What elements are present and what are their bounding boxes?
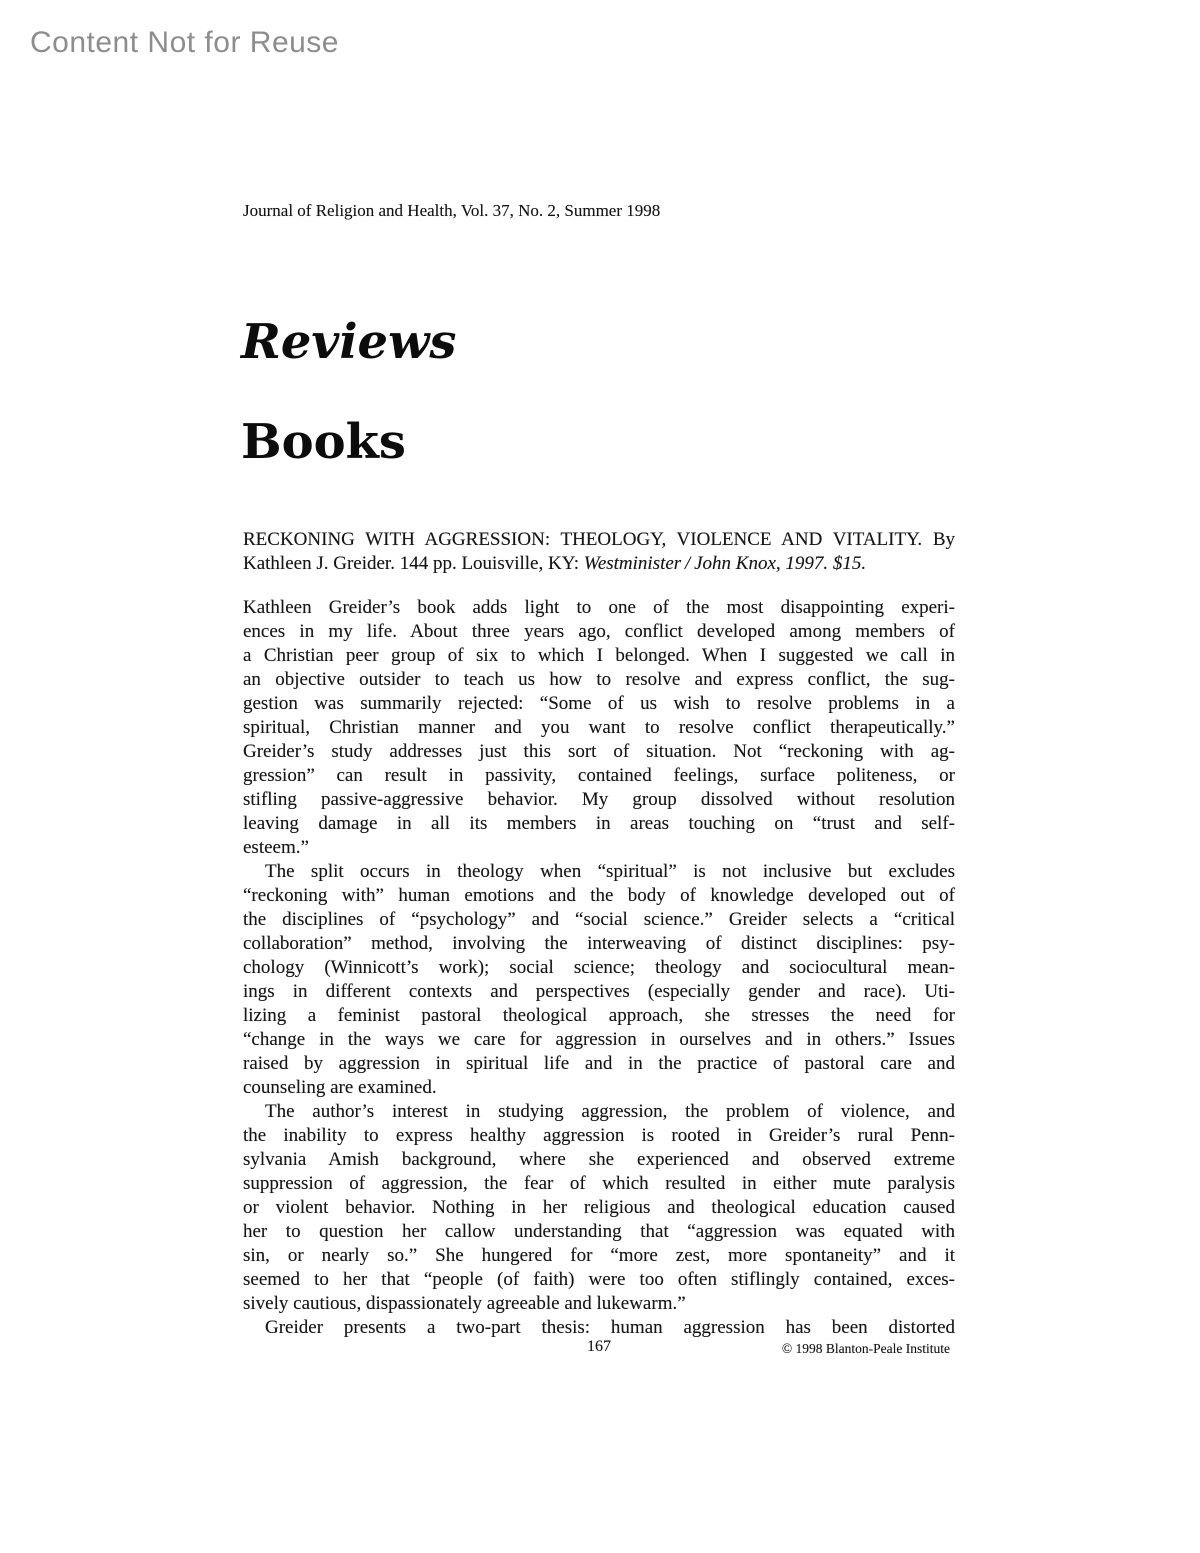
citation-plain-text: Kathleen J. Greider. 144 pp. Louisville, KY:	[243, 553, 584, 574]
text-line: her to question her callow understanding that “aggression was equated with	[243, 1221, 955, 1242]
text-line: “reckoning with” human emotions and the body of knowledge developed out of	[243, 885, 955, 906]
book-citation	[243, 528, 955, 576]
text-line: “change in the ways we care for aggression in ourselves and in others.” Issues	[243, 1029, 955, 1050]
text-line: ings in different contexts and perspectives (especially gender and race). Uti-	[243, 981, 955, 1002]
text-line: or violent behavior. Nothing in her religious and theological education caused	[243, 1197, 955, 1218]
text-line: Greider presents a two-part thesis: human aggression has been distorted	[265, 1317, 955, 1338]
text-line: sively cautious, dispassionately agreeable and lukewarm.”	[243, 1293, 686, 1314]
text-line: seemed to her that “people (of faith) were too often stiflingly contained, exces-	[243, 1269, 955, 1290]
text-line: Kathleen Greider’s book adds light to one of the most disappointing experi-	[243, 597, 955, 618]
text-line: gression” can result in passivity, contained feelings, surface politeness, or	[243, 765, 955, 786]
citation-line: RECKONING WITH AGGRESSION: THEOLOGY, VIOLENCE AND VITALITY. By	[243, 529, 955, 550]
text-line: a Christian peer group of six to which I belonged. When I suggested we call in	[243, 645, 955, 666]
text-line: lizing a feminist pastoral theological approach, she stresses the need for	[243, 1005, 955, 1026]
text-line: stifling passive-aggressive behavior. My group dissolved without resolution	[243, 789, 955, 810]
page-number: 167	[587, 1338, 611, 1355]
text-line: sylvania Amish background, where she experienced and observed extreme	[243, 1149, 955, 1170]
text-line: sin, or nearly so.” She hungered for “more zest, more spontaneity” and it	[243, 1245, 955, 1266]
citation-line	[243, 552, 955, 576]
text-line: The author’s interest in studying aggression, the problem of violence, and	[265, 1101, 955, 1122]
text-line: collaboration” method, involving the interweaving of distinct disciplines: psy-	[243, 933, 955, 954]
text-line: Greider’s study addresses just this sort of situation. Not “reckoning with ag-	[243, 741, 955, 762]
citation-publisher-italic: Westminister / John Knox, 1997. $15.	[583, 553, 867, 574]
journal-header: Journal of Religion and Health, Vol. 37, No. 2, Summer 1998	[243, 201, 661, 220]
text-line: leaving damage in all its members in areas touching on “trust and self-	[243, 813, 955, 834]
text-line: an objective outsider to teach us how to resolve and express conflict, the sug-	[243, 669, 955, 690]
text-line: suppression of aggression, the fear of which resulted in either mute paralysis	[243, 1173, 955, 1194]
text-line: ences in my life. About three years ago, conflict developed among members of	[243, 621, 955, 642]
watermark-text: Content Not for Reuse	[30, 26, 339, 59]
text-line: gestion was summarily rejected: “Some of us wish to resolve problems in a	[243, 693, 955, 714]
text-line: spiritual, Christian manner and you want to resolve conflict therapeutically.”	[243, 717, 955, 738]
section-heading-reviews: Reviews	[241, 314, 457, 370]
text-line: counseling are examined.	[243, 1077, 437, 1098]
text-line: chology (Winnicott’s work); social science; theology and sociocultural mean-	[243, 957, 955, 978]
text-line: the inability to express healthy aggression is rooted in Greider’s rural Penn-	[243, 1125, 955, 1146]
review-body	[243, 596, 955, 1340]
text-line: The split occurs in theology when “spiritual” is not inclusive but excludes	[265, 861, 955, 882]
copyright-notice: © 1998 Blanton-Peale Institute	[781, 1341, 950, 1356]
text-line: the disciplines of “psychology” and “social science.” Greider selects a “critical	[243, 909, 955, 930]
text-line: raised by aggression in spiritual life and in the practice of pastoral care and	[243, 1053, 955, 1074]
text-line: esteem.”	[243, 837, 309, 858]
subsection-heading-books: Books	[241, 414, 406, 470]
